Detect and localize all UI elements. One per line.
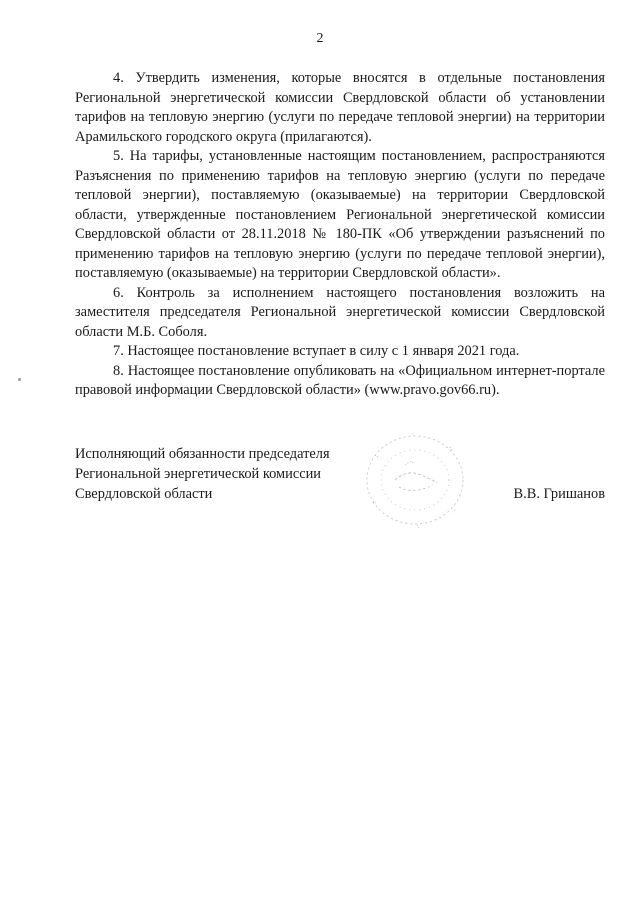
signatory-position-line-3: Свердловской области <box>75 486 213 502</box>
signatory-position-line-1: Исполняющий обязанности председателя <box>75 446 330 462</box>
paragraph-6: 6. Контроль за исполнением настоящего постановления возложить на заместителя председателя Региональной энергетической комиссии Свердловской области М.Б. Соболя. <box>75 284 605 340</box>
signature-block <box>75 444 605 514</box>
paragraph-8: 8. Настоящее постановление опубликовать на «Официальном интернет-портале правовой информации Свердловской области» (www.pravo.gov66.ru). <box>75 362 605 398</box>
signatory-name: В.В. Гришанов <box>513 486 605 502</box>
signatory-position <box>75 444 375 504</box>
margin-mark <box>18 378 21 381</box>
paragraph-7: 7. Настоящее постановление вступает в силу с 1 января 2021 года. <box>113 343 520 359</box>
page-number: 2 <box>316 31 324 46</box>
paragraph-5: 5. На тарифы, установленные настоящим постановлением, распространяются Разъяснения по применению тарифов на тепловую энергию (услуги по передаче тепловой энергии), поставляемую (оказываемые) на территории Свердловской области, утвержденные постановлением Региональной энергетической комиссии Свердловской области от 28.11.2018 № 180-ПК «Об утверждении разъяснений по применению тарифов на тепловую энергию (услуги по передаче тепловой энергии), поставляемую (оказываемые) на территории Свердловской области». <box>75 148 605 281</box>
document-body <box>75 69 605 401</box>
paragraph-4: 4. Утвердить изменения, которые вносятся в отдельные постановления Региональной энергетической комиссии Свердловской области об установлении тарифов на тепловую энергию (услуги по передаче тепловой энергии) на территории Арамильского городского округа (прилагаются). <box>75 70 605 145</box>
signatory-position-line-2: Региональной энергетической комиссии <box>75 466 321 482</box>
